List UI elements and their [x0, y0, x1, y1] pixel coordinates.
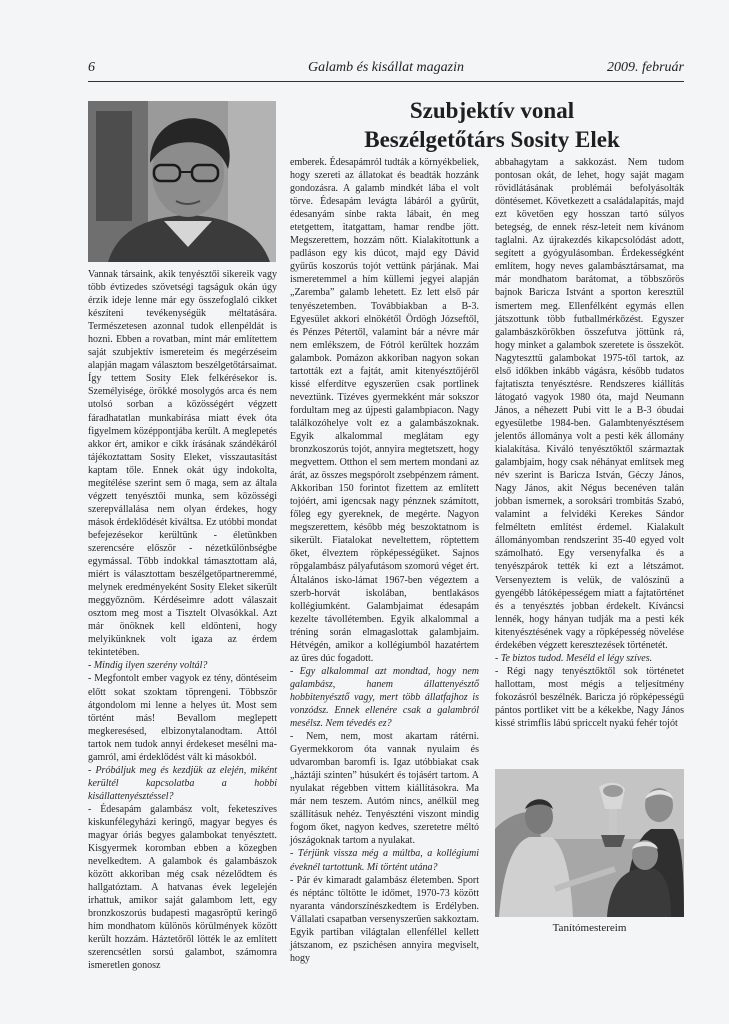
portrait-illustration	[88, 101, 276, 262]
interview-question: - Próbáljuk meg és kezdjük az elején, miként kerültél kapcsolatba a hobbi kisállattenyésztéssel?	[88, 764, 277, 802]
interview-question: - Térjünk vissza még a múltba, a kollégiumi éveknél tartottunk. Mi történt utána?	[290, 848, 479, 873]
interview-question: - Egy alkalommal azt mondtad, hogy nem galambász, hanem állattenyésztő hobbitenyésztő vagy, mert több állatfajhoz is vonzódsz. Ennek ellenére csak a galambról mesélsz. Nem tévedés ez?	[290, 665, 479, 730]
interview-answer: - Megfontolt ember vagyok ez tény, döntéseim előtt sokat szoktam töprengeni. Többször átgondolom mi lenne a helyes út. Most sem történt más! Bevallom meglepett megkeresésed, elbizonytalanodtam. Attól tartok nem tudok annyi érdekeset mesélni ma-gamról, ami érdeklődést vált ki másokból.	[88, 673, 277, 763]
magazine-name: Galamb és kisállat magazin	[308, 60, 464, 75]
interview-answer: - Édesapám galambász volt, feketeszíves kiskunfélegyházi keringő, magyar begyes és magyar óriás begyes galambokat tenyésztett. Kisgyermek koromban ebben a közegben nevelkedtem. A galambok és galambászok között akkoriban még csak nézelődtem és hallgatóztam. A hatvanas évek legelején irhattuk, amikor saját galambom lett, egy bronzkoszorús budapesti magasröptű keringő hím mondhatom különös körülmények között került hozzám. Háztetőről lötték le az említett szerencsétlen sorsú galambot, számomra ismeretlen gonosz	[88, 803, 277, 972]
article-title-line1: Szubjektív vonal	[409, 98, 575, 123]
interview-answer: abbahagytam a sakkozást. Nem tudom pontosan okát, de lehet, hogy saját magam rövidlátásának problémái befolyásolták döntésemet. Következett a családalapítás, majd ezt követően egy hosszan tartó súlyos betegség, de ennek rész-leteit nem kívánom taglalni. Az újrakezdés kikapcsolódást adott, segített a gyógyulásomban. Érdekességként említem, hogy neves galambásztársamat, ma már mondhatom barátomat, a többszörös bajnok Baricza Istvánt a sporton keresztül ismertem meg. Ellenfélként egymás ellen játszottunk több futballmérkőzést. Egyszer galambászkörökben összefutva jöttünk rá, hogy minket a galambok szeretete is összeköt. Nagyteszttű galambokat 1975-től tartok, az első időkben inkább vágásra, később tudatos fajtatiszta tenyésztésre. Rendszeres kiállítás látogató vagyok 1980 óta, majd Neumann János, a néhezett Pubi vitt le a B-3 óbudai egyesületbe 1984-ben. Galambtenyésztésem jelentős állománya volt a pesti kék állomány kialakítása. Kiváló tenyésztőktől származtak galambjaim, hogy csak néhányat említsek meg név szerint is Baricza István, Géczy János, Nagy János, akit Négus becenéven talán jobban ismernek, a soroksári trombitás Szabó, valamint a felvidéki Kerekes Sándor felméltetn említést érdemel. Kialakult állományomban rendszerint 35-40 egyed volt számolható. Egy versenyfalka és a tenyészpárok tették ki ezt a létszámot. Versenyeztem is velük, de valószínű a gyengébb látóképességem miatt a fajtatörténet és a tenyésztés jobban érdekelt. Kíváncsi lennék, hogy hányan tudják ma a pesti kék kitenyésztésének vagy a röpképesség növelése érdekében végzett keresztezések történetét.	[495, 157, 684, 651]
article-title-line2: Beszélgetőtárs Sosity Elek	[364, 127, 620, 152]
article-title	[300, 96, 684, 154]
photo-caption: Tanítómestereim	[552, 922, 627, 934]
teachers-illustration	[495, 769, 684, 917]
interview-question: - Mindig ilyen szerény voltál?	[88, 660, 208, 672]
interview-answer: emberek. Édesapámról tudták a környékbeliek, hogy szereti az állatokat és beadták hozzánk gondozásra. A galamb mindkét lába el volt törve. Édesapám levágta lábáról a gyűrűt, édesanyám sínbe rakta lábait, én meg etetgettem, itatgattam, hamar rendbe jött. Megszerettem, hozzám nőtt. Kialakítottunk a padláson egy kis dúcot, majd egy Dávid gyűrűs koszorús tojót vettünk párjának. Mai ismeretemmel a hím küllemi jegyei alapján „Zaremba” galamb lehetett. Ez lett első pár tenyészetemben. Továbbiakban a B-3. Egyesület akkori elnökétől Ördögh Józseftől, és Pénzes Pétertől, valamint bár a névre már nem emlékszem, de Fótról kerültek hozzám galambok. Pomázon akkoriban nagyon sokan tartották ezt a fajtát, amit kitenyésztőjéről kissé elferdítve egyszerűen csak portlinek neveztünk. Tízéves gyermekként már sokszor fordultam meg az újpesti galambpiacon. Nagy találkozóhelye volt ez a galambászoknak. Egyik alkalommal meglátam egy bronzkoszorús tojót, annyira megtetszett, hogy megvettem. Otthon el sem mertem mondani az árát, az összes megspórolt zsebpénzem ráment. Akkoriban 150 forintot fizettem az említett tojóért, ami igencsak nagy pénznek számított, főleg egy gyereknek, de megérte. Nagyon megszerettem, később még beszoktatnom is sikerült. Fiatalokat neveltettem, röptettem őket, élveztem röpképességüket. Sajnos röpgalambász pályafutásom szomorú véget ért. Általános isko-lámat 1967-ben végeztem a szerb-horvát iskolában, bentlakásos kollégiumként. Galambjaimat édesapám kezelte távollétemben. Egyik alkalommal a tréning során elmagaslottak galambjaim. Hétvégén, amikor a kollégiumból hazatértem az üres dúc fogadott.	[290, 157, 479, 664]
portrait-photo	[88, 101, 276, 262]
interview-answer: - Pár év kimaradt galambász életemben. Sport és néptánc töltötte le időmet, 1970-73 között nyaranta vándorszínészkedtem is Erdélyben. Vállalati csapatban versenyszerűen sakkoztam. Egyik partiban világtalan ellenféllel kellett játszanom, ez pszichésen annyira megviselt, hogy	[290, 874, 479, 964]
interview-answer: - Régi nagy tenyésztőktől sok történetet hallottam, most mégis a teljesítmény fokozásról beszélnék. Baricza jó röpképességű pántos portliket vitt be a kékekbe, Nagy János kissé strimflis lábú spriccelt nyakú fehér tojót	[495, 665, 684, 730]
interview-question: - Te biztos tudod. Meséld el légy szíves.	[495, 652, 653, 664]
page-header	[88, 60, 684, 82]
issue-date: 2009. február	[607, 60, 684, 75]
header-rule	[88, 81, 684, 82]
interview-answer: - Nem, nem, most akartam rátérni. Gyermekkorom óta vannak nyulaim és udvaromban baromfi is. Igaz utóbbiakat csak „háztáji szinten” húsukért és tojásért tartom. A nyulakat régebben vittem kiállításokra. Ma már nem teszem. Autóm nincs, anélkül meg szállításuk nehéz. Tenyészténi viszont mindig fogom őket, nagyon kedves, szeretetre méltó jószágoknak tartom a nyulakat.	[290, 731, 479, 847]
column-1	[88, 268, 277, 972]
column-2	[290, 156, 479, 964]
intro-paragraph: Vannak társaink, akik tenyésztői sikereik vagy több évtizedes szövetségi tagságuk okán úgy érzik ideje lenne már egy összefoglaló cikket készíteni tevékenységük méltatására. Természetesen azonnal tudok ellenpéldát is hozni. Ebben a rovatban, mint már említettem saját szubjektív ismereteim és megérzéseim alapján magam választom beszélgetőtársaimat. Így tettem Sosity Elek felkérésekor is. Személyisége, örökké mosolygós arca és nem utolsó sorban a közösségért végzett fáradhatatlan munkabírása miatt évek óta figyelmem középpontjába került. A meglepetés akkor ért, amikor e cikk írásának szándékáról tájékoztattam Sosity Eleket, visszautasítást kaptam tőle. Ennek okát úgy indokolta, megítélése szerint sem ő maga, sem az általa végzett tenyésztői munka, sem közösségi szerepvállalása nem olyan érdekes, hogy mások érdeklődését kiváltsa. Ez utóbbi mondat befejezésekor kerültünk - életünkben szerencsére először - nézetkülönbségbe egymással. Több indokkal támasztottam alá, miért is választottam beszélgetőpartneremmé, melynek eredményeként Sosity Eleket sikerült meggyőznöm. Kérdéseimre adott válaszait osztom meg most a Tisztelt Olvasókkal. Azt már önöknek kell eldönteni, hogy melyikünknek volt igaza az érdem tekintetében.	[88, 269, 277, 659]
page-number: 6	[88, 60, 95, 75]
column-3	[495, 156, 684, 754]
teachers-photo	[495, 769, 684, 917]
